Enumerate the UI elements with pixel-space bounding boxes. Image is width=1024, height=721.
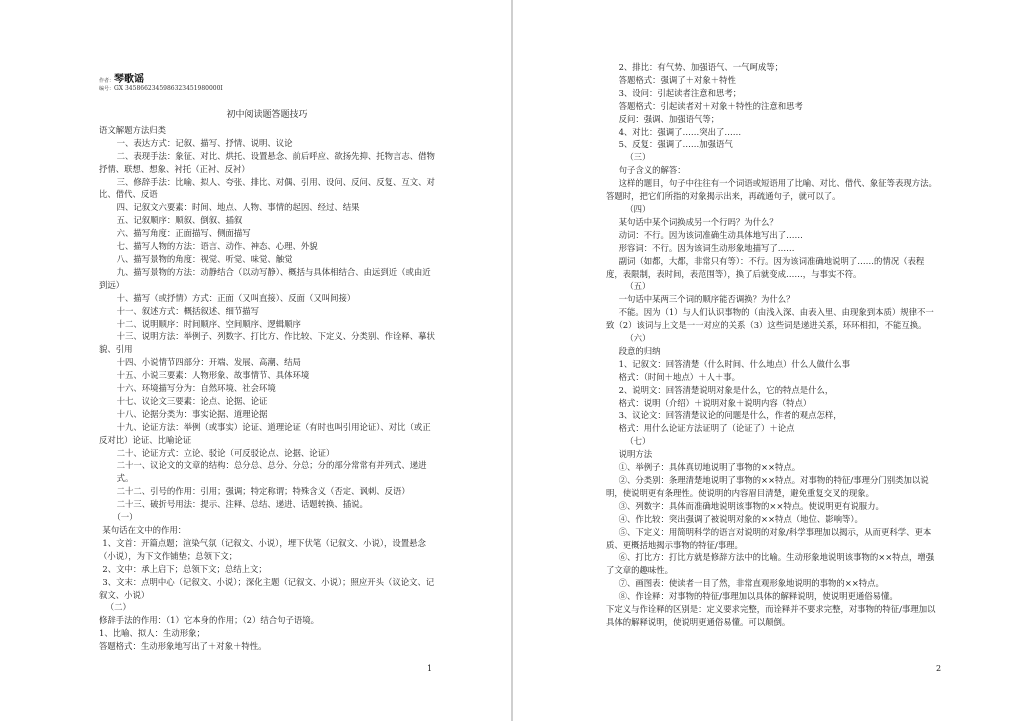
- text-line: 十四、小说情节四部分：开端、发展、高潮、结局: [116, 357, 301, 368]
- text-line: 下定义与作诠释的区别是：定义要求完整，而诠释并不要求完整，对事物的特征/事理加以具体的解释说明，使说明更通俗易懂。可以颠倒。: [606, 604, 936, 627]
- text-line: 二、表现手法：象征、对比、烘托、设置悬念、前后呼应、欲扬先抑、托物言志、借物抒情、联想、想象、衬托（正衬、反衬）: [99, 150, 435, 174]
- text-line: 三、修辞手法：比喻、拟人、夸张、排比、对偶、引用、设问、反问、反复、互文、对比、借代、反语: [99, 176, 435, 200]
- text-line: ⑤、下定义：用简明科学的语言对说明的对象/科学事理加以揭示，从而更科学、更本质、更概括地揭示事物的特征/事理。: [606, 526, 932, 550]
- text-line: 副词（如都，大都，非常只有等）：不行。因为该词准确地说明了……的情况（表程度，表限制，表时间，表范围等），换了后就变成……，与事实不符。: [606, 255, 925, 279]
- page-number: 1: [427, 664, 433, 673]
- text-line: 修辞手法的作用：（1）它本身的作用；（2）结合句子语境。: [99, 615, 320, 626]
- text-line: 说明方法: [618, 449, 653, 460]
- text-line: 2、说明文：回答清楚说明对象是什么，它的特点是什么，: [618, 384, 834, 395]
- text-line: 十八、论据分类为：事实论据、道理论据: [116, 408, 268, 419]
- text-line: 2、排比：有气势、加强语气、一气呵成等；: [618, 62, 784, 72]
- text-line: 二十、论证方式：立论、驳论（可反驳论点、论据、论证）: [116, 447, 335, 458]
- text-line: 2、文中：承上启下；总领下文；总结上文；: [102, 563, 267, 574]
- page-title: 初中阅读题答题技巧: [226, 110, 308, 120]
- text-line: 十五、小说三要素：人物形象、故事情节、具体环境: [116, 370, 310, 381]
- text-line: 动词：不行。因为该词准确生动具体地写出了……: [618, 229, 803, 240]
- text-line: 某句话中某个词换成另一个行吗？为什么？: [618, 216, 778, 227]
- text-line: ②、分类别：条理清楚地说明了事物的××特点。对事物的特征/事理分门别类加以说明，使说明更有条理性。使说明的内容眉目清楚，避免重复交叉的现象。: [606, 475, 929, 498]
- text-line: ①、举例子：具体真切地说明了事物的××特点。: [618, 462, 801, 473]
- text-line: 1、比喻、拟人：生动形象；: [99, 628, 205, 639]
- text-line: 格式：（时间＋地点）＋人＋事。: [618, 371, 741, 382]
- section-marker: （二）: [105, 602, 131, 613]
- text-line: ⑧、作诠释：对事物的特征/事理加以具体的解释说明，使说明更通俗易懂。: [618, 591, 898, 602]
- document-code: GX 3458662345986323451980000I: [114, 85, 223, 92]
- text-line: 5、反复：强调了……加强语气: [618, 139, 733, 150]
- text-line: 段意的归纳: [618, 345, 661, 356]
- text-line: 反问：强调、加强语气等；: [618, 113, 720, 124]
- text-line: 3、设问：引起读者注意和思考；: [618, 87, 742, 98]
- text-line: ③、列数字：具体而准确地说明该事物的××特点。使说明更有说服力。: [618, 500, 884, 511]
- text-line: 1、记叙文：回答清楚（什么时间、什么地点）什么人做什么事: [618, 358, 851, 369]
- text-line: 格式：用什么论证方法证明了（论证了）＋论点: [618, 423, 795, 434]
- section-marker: （六）: [625, 333, 651, 344]
- text-line: 二十二、引号的作用：引用；强调；特定称谓；特殊含义（否定、讽刺、反语）: [116, 486, 410, 497]
- text-line: 九、描写景物的方法：动静结合（以动写静）、概括与具体相结合、由远到近（或由近到远）: [99, 266, 431, 290]
- page-1: [0, 0, 511, 721]
- text-line: 不能。因为（1）与人们认识事物的（由浅入深、由表入里、由现象到本质）规律不一致（2）该词与上文是一一对应的关系（3）这些词是递进关系，环环相扣，不能互换。: [606, 307, 934, 331]
- page-2-body: [606, 61, 940, 629]
- text-line: ⑦、画图表：使读者一目了然，非常直观形象地说明的事物的××特点。: [618, 578, 884, 589]
- text-line: 十七、议论文三要素：论点、论据、论证: [116, 395, 268, 406]
- text-line: 答题格式：引起读者对＋对象＋特性的注意和思考: [618, 100, 803, 111]
- text-line: 语文解题方法归类: [99, 124, 166, 135]
- text-line: 形容词：不行。因为该词生动形象地描写了……: [618, 242, 795, 253]
- text-line: 八、描写景物的角度：视觉、听觉、味觉、触觉: [116, 253, 293, 264]
- code-label: 编号：: [99, 86, 115, 92]
- text-line: 某句话在文中的作用：: [102, 525, 187, 535]
- text-line: 格式：说明（介绍）＋说明对象＋说明内容（特点）: [618, 397, 812, 408]
- text-line: ⑥、打比方：打比方就是修辞方法中的比喻。生动形象地说明该事物的××特点，增强了文章的趣味性。: [606, 552, 935, 576]
- text-line: 3、文末：点明中心（记叙文、小说）；深化主题（记叙文、小说）；照应开头（议论文、记叙文、小说）: [99, 576, 435, 600]
- text-line: 十一、叙述方式：概括叙述、细节描写: [116, 305, 259, 316]
- text-line: 七、描写人物的方法：语言、动作、神态、心理、外貌: [116, 241, 318, 252]
- text-line: 十、描写（或抒情）方式：正面（又叫直接）、反面（又叫间接）: [116, 292, 356, 303]
- author-label: 作者：: [99, 78, 115, 84]
- text-line: 4、对比：强调了……突出了……: [618, 126, 742, 137]
- text-line: 答题格式：生动形象地写出了＋对象＋特性。: [99, 641, 267, 652]
- text-line: 这样的题目，句子中往往有一个词语或短语用了比喻、对比、借代、象征等表现方法。答题时，把它们所指的对象揭示出来，再疏通句子，就可以了。: [606, 178, 937, 202]
- text-line: 十三、说明方法：举例子、列数字、打比方、作比较、下定义、分类别、作诠释、摹状貌、引用: [99, 331, 435, 355]
- text-line: 二十一、议论文的文章的结构：总分总、总分、分总；分的部分常常有并列式、递进式。: [116, 460, 427, 484]
- text-line: 1、文首：开篇点题；渲染气氛（记叙文、小说），埋下伏笔（记叙文、小说），设置悬念（小说），为下文作铺垫；总领下文；: [99, 537, 426, 561]
- text-line: 十二、说明顺序：时间顺序、空间顺序、逻辑顺序: [116, 318, 301, 329]
- section-marker: （一）: [112, 512, 138, 523]
- section-marker: （五）: [625, 281, 651, 292]
- text-line: 十九、论证方法：举例（或事实）论证、道理论证（有时也叫引用论证）、对比（或正反对比）论证、比喻论证: [99, 421, 431, 445]
- text-line: 一句话中某两三个词的顺序能否调换？为什么？: [618, 294, 795, 305]
- document-meta: [99, 76, 435, 93]
- page-number: 2: [936, 664, 942, 673]
- author-name: 琴歌谣: [114, 74, 145, 85]
- text-line: ④、作比较：突出强调了被说明对象的××特点（地位、影响等）。: [618, 513, 863, 524]
- text-line: 四、记叙文六要素：时间、地点、人物、事情的起因、经过、结果: [116, 202, 360, 213]
- text-line: 答题格式：强调了＋对象＋特性: [618, 74, 736, 85]
- text-line: 一、表达方式：记叙、描写、抒情、说明、议论: [116, 137, 293, 148]
- text-line: 六、描写角度：正面描写、侧面描写: [116, 228, 251, 239]
- text-line: 十六、环境描写分为：自然环境、社会环境: [116, 383, 276, 394]
- section-marker: （四）: [625, 203, 651, 214]
- text-line: 二十三、破折号用法：提示、注释、总结、递进、话题转换、插说。: [116, 499, 368, 510]
- text-line: 五、记叙顺序：顺叙、倒叙、插叙: [116, 215, 243, 226]
- section-marker: （七）: [625, 436, 651, 447]
- section-marker: （三）: [625, 152, 651, 163]
- page-2: [513, 0, 1024, 721]
- text-line: 3、议论文：回答清楚议论的问题是什么，作者的观点怎样，: [618, 410, 842, 421]
- text-line: 句子含义的解答：: [618, 165, 686, 176]
- page-1-body: [99, 124, 435, 653]
